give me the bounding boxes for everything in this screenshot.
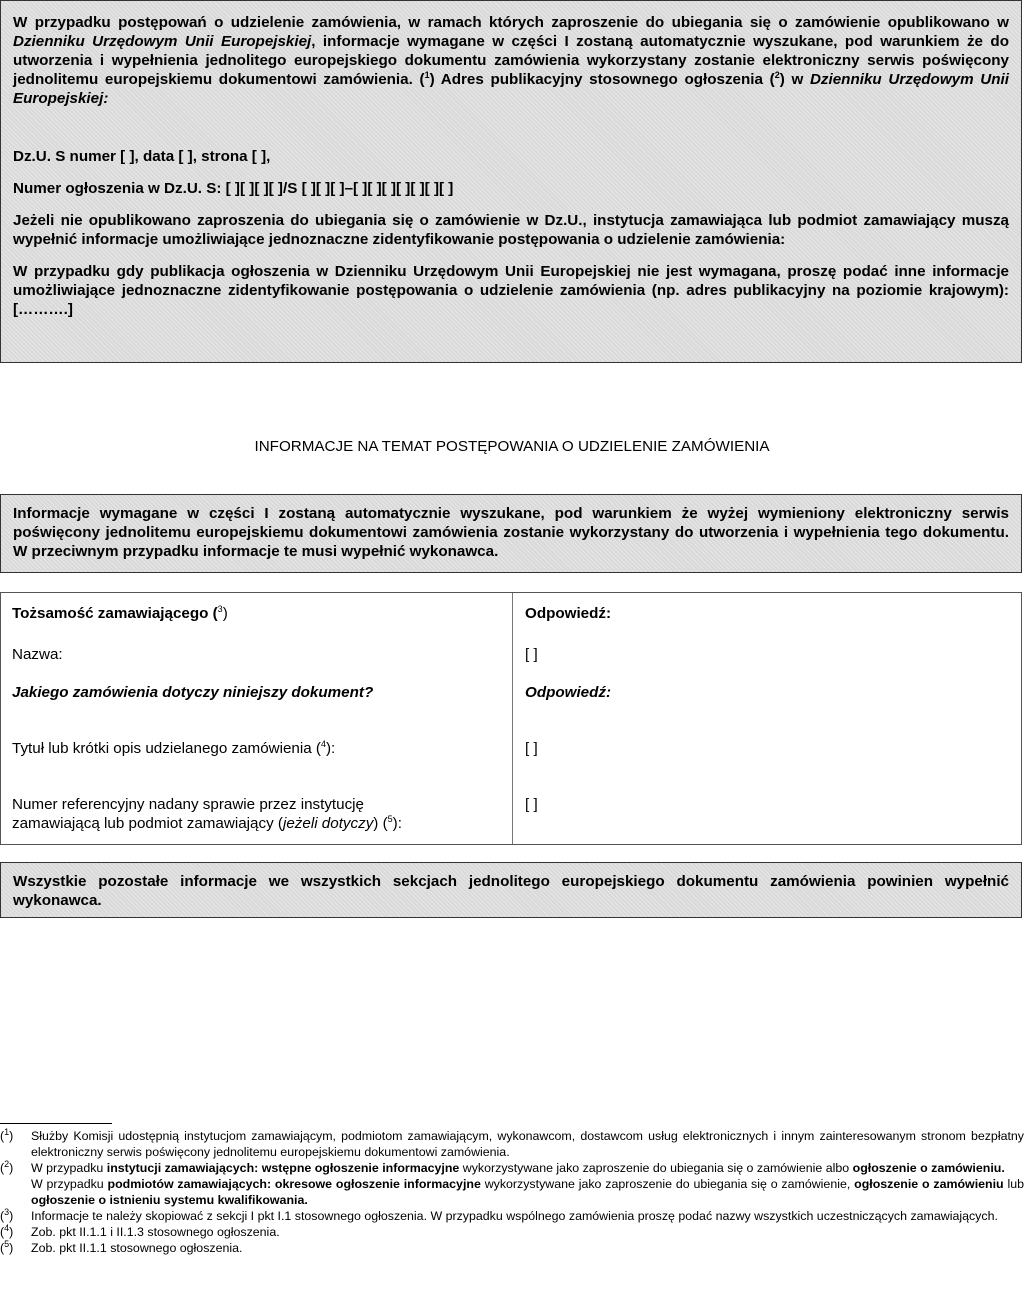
footnote-ref-1: 1 [424, 69, 430, 80]
not-published-instruction: Jeżeli nie opublikowano zaproszenia do ubiegania się o zamówienie w Dz.U., instytucja zamawiająca lub podmiot zamawiający muszą wypełnić informacje umożliwiające jednoznaczne zidentyfikowanie postępowania o udzielenie zamówienia: [13, 212, 1009, 248]
not-required-instruction: W przypadku gdy publikacja ogłoszenia w Dzienniku Urzędowym Unii Europejskiej nie jest wymagana, proszę podać inne informacje umożliwiające jednoznaczne zidentyfikowanie postępowania o udzielenie zamówienia (np. adres publikacyjny na poziomie krajowym): [……….] [13, 263, 1009, 318]
name-value[interactable]: [ ] [525, 646, 538, 663]
oj-reference-line: Dz.U. S numer [ ], data [ ], strona [ ], [13, 148, 271, 165]
footnote-4: ($^4$) Zob. pkt II.1.1 i II.1.3 stosownego ogłoszenia. [0, 1222, 280, 1239]
notice-number-line: Numer ogłoszenia w Dz.U. S: [ ][ ][ ][ ]/S [ ][ ][ ]–[ ][ ][ ][ ][ ][ ][ ] [13, 180, 454, 197]
answer-header-2: Odpowiedź: [525, 684, 612, 701]
oj-title-2: Dzienniku Urzędowym Unii Europejskiej [13, 71, 1009, 107]
footnote-1: ($^1$) Służby Komisji udostępnią instytucjom zamawiającym, podmiotom zamawiającym, wykonawcom, dostawcom usług elektronicznych i innym zainteresowanym stronom bezpłatny elektroniczny serwis poświęcony jednolitemu europejskiemu dokumentowi zamówienia. [0, 1126, 1024, 1159]
footnote-ref-2: 2 [774, 69, 780, 80]
section-title: INFORMACJE NA TEMAT POSTĘPOWANIA O UDZIELENIE ZAMÓWIENIA [254, 438, 770, 455]
footnote-2: ($^2$) W przypadku instytucji zamawiających: wstępne ogłoszenie informacyjne wykorzystywane jako zaproszenie do ubiegania się o zamówienie albo ogłoszenie o zamówieniu. W przypadku podmiotów zamawiających: okresowe ogłoszenie informacyjne wykorzystywane jako zaproszenie do ubiegania się o zamówienie, ogłoszenie o zamówieniu lub ogłoszenie o istnieniu systemu kwalifikowania. [0, 1158, 1024, 1207]
reference-number-label: Numer referencyjny nadany sprawie przez instytucję zamawiającą lub podmiot zamawiający (jeżeli dotyczy) ($^5$): [12, 796, 402, 832]
auto-retrieval-info-box [0, 494, 1022, 573]
remaining-info-text: Wszystkie pozostałe informacje we wszystkich sekcjach jednolitego europejskiego dokumentu zamówienia powinien wypełnić wykonawca. [13, 873, 1009, 909]
order-title-value[interactable]: [ ] [525, 740, 538, 757]
reference-number-value[interactable]: [ ] [525, 796, 538, 813]
identity-label: Tożsamość zamawiającego ($^3$) [12, 603, 228, 622]
publication-intro: W przypadku postępowań o udzielenie zamówienia, w ramach których zaproszenie do ubiegania się o zamówienie opublikowano w Dzienniku Urzędowym Unii Europejskiej, informacje wymagane w części I zostaną automatycznie wyszukane, pod warunkiem że do utworzenia i wypełnienia jednolitego europejskiego dokumentu zamówienia wykorzystany zostanie elektroniczny serwis poświęcony jednolitemu europejskiemu dokumentowi zamówienia. ($^1$) Adres publikacyjny stosownego ogłoszenia ($^2$) w Dzienniku Urzędowym Unii Europejskiej: [13, 14, 1009, 107]
answer-header: Odpowiedź: [525, 605, 612, 622]
footnotes [0, 1128, 1024, 1256]
contracting-authority-table [0, 592, 1022, 845]
which-order-question: Jakiego zamówienia dotyczy niniejszy dokument? [12, 684, 374, 701]
footnote-5: ($^5$) Zob. pkt II.1.1 stosownego ogłoszenia. [0, 1238, 243, 1255]
order-title-label: Tytuł lub krótki opis udzielanego zamówienia ($^4$): [12, 738, 336, 757]
name-label: Nazwa: [12, 646, 63, 663]
footnote-3: ($^3$) Informacje te należy skopiować z sekcji I pkt I.1 stosownego ogłoszenia. W przypadku wspólnego zamówienia proszę podać nazwy wszystkich uczestniczących zamawiających. [0, 1206, 998, 1223]
remaining-info-box [0, 862, 1022, 918]
column-divider [512, 593, 513, 844]
auto-retrieval-text: Informacje wymagane w części I zostaną automatycznie wyszukane, pod warunkiem że wyżej wymieniony elektroniczny serwis poświęcony jednolitemu europejskiemu dokumentowi zamówienia zostanie wykorzystany do utworzenia i wypełnienia tego dokumentu. W przeciwnym przypadku informacje te musi wypełnić wykonawca. [13, 505, 1009, 560]
footnote-separator [0, 1123, 112, 1124]
oj-title: Dzienniku Urzędowym Unii Europejskiej [13, 33, 312, 50]
publication-info-box [0, 0, 1022, 363]
